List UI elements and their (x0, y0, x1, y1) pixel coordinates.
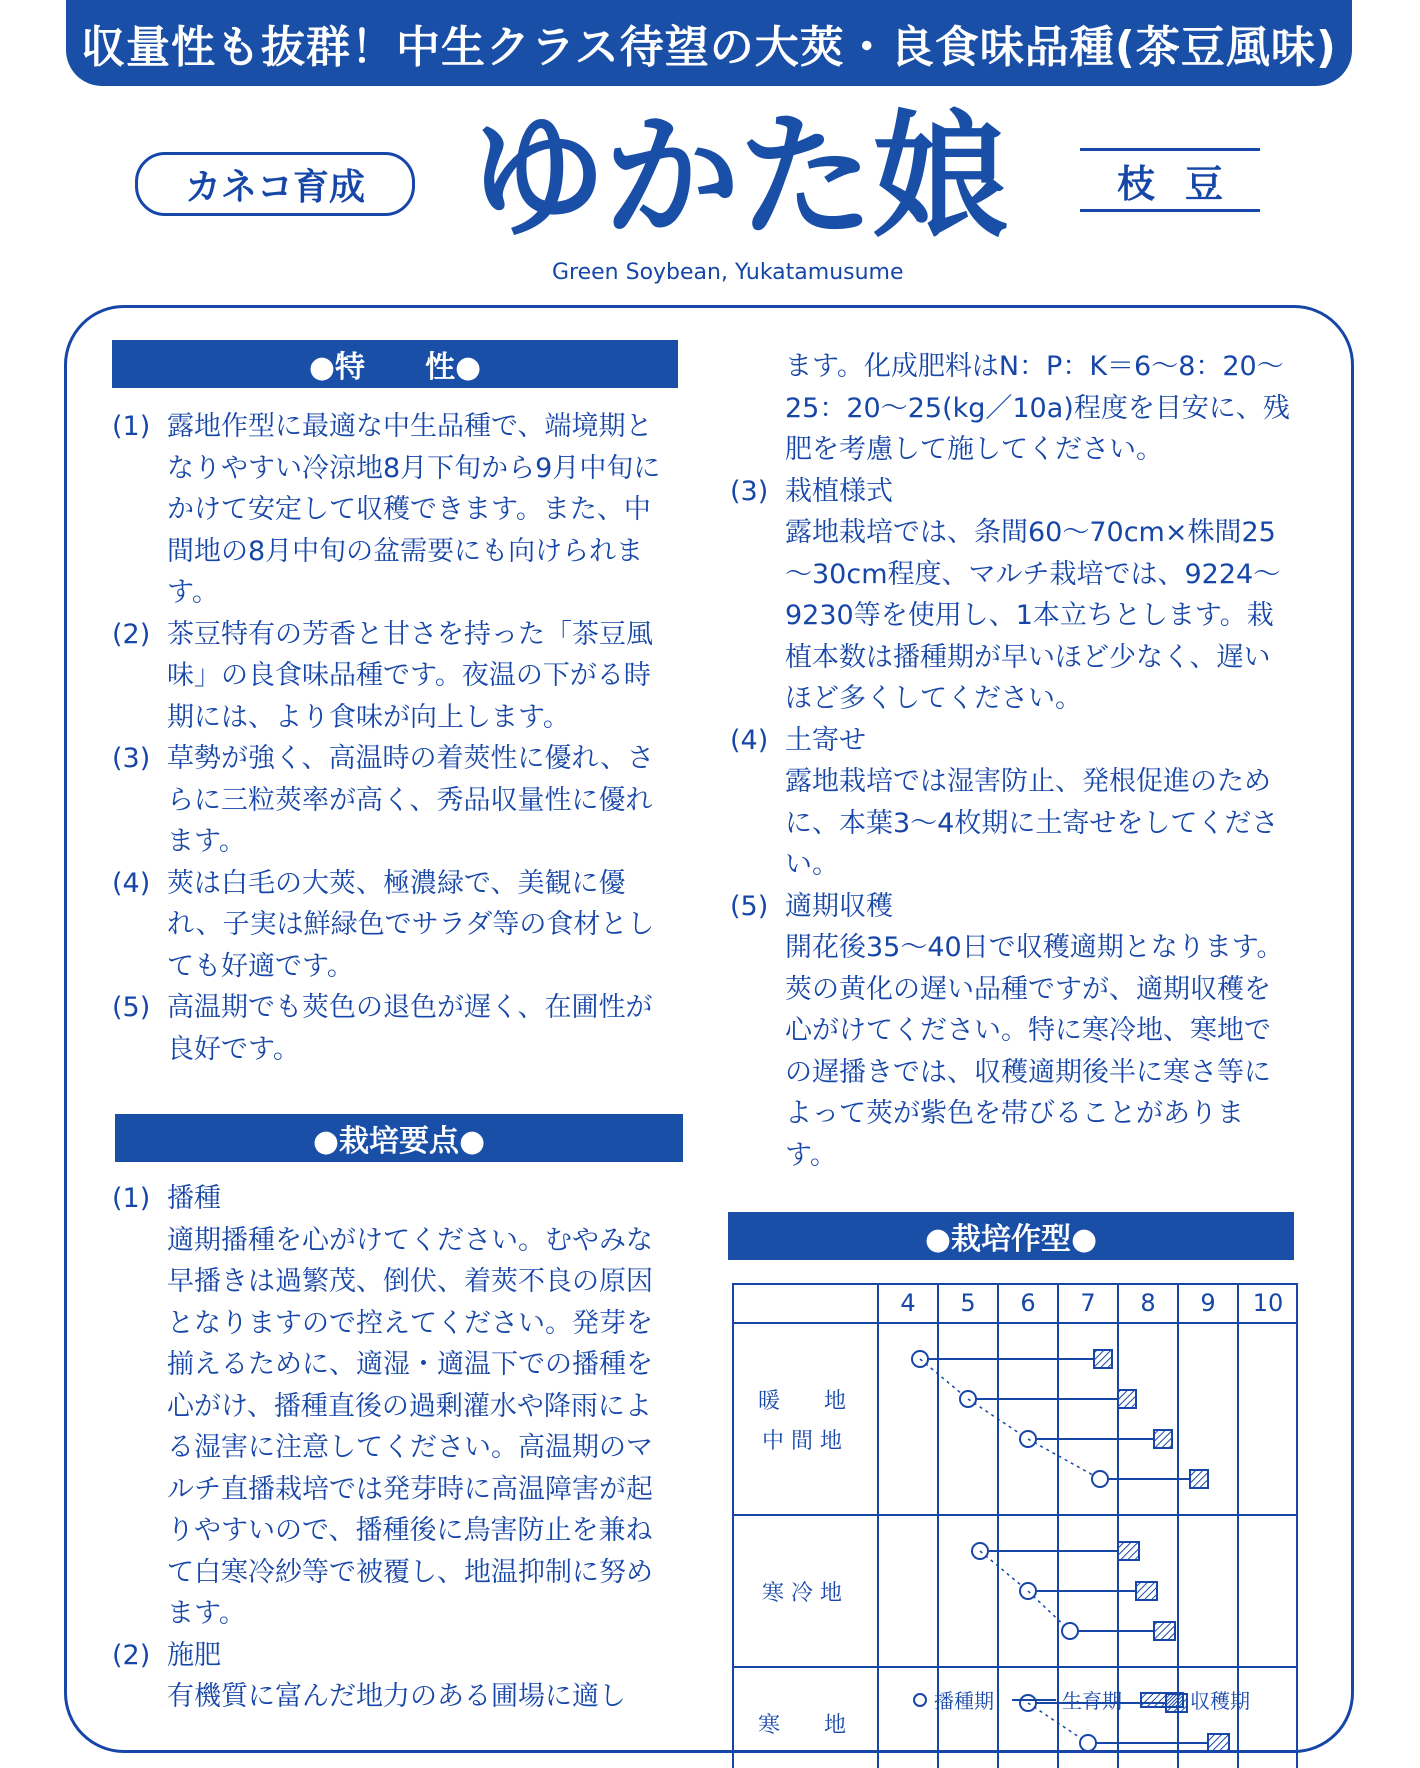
fertilizer-continued: ます。化成肥料はN：P：K＝6～8：20～25：20～25(kg／10a)程度を目安に、残肥を考慮して施してください。 (785, 351, 1290, 465)
sowing-point (1092, 1471, 1108, 1487)
sowing-point (1062, 1623, 1078, 1639)
cultivation-item-text: 適期播種を心がけてください。むやみな早播きは過繁茂、倒伏、着莢不良の原因となりますので控えてください。発芽を揃えるために、適湿・適温下での播種を心がけ、播種直後の過剰灌水や降雨による湿害に注意してください。高温期のマルチ直播栽培では発芽時に高温障害が起りやすいので、播種後に鳥害防止を兼ねて白寒冷紗等で被覆し、地温抑制に努めます。 (167, 1224, 653, 1629)
cultivation-item: (2) 施肥 (112, 1639, 221, 1671)
month-label: 9 (1200, 1289, 1216, 1317)
product-title: ゆかた娘 (470, 99, 1006, 257)
legend-harvest: 収穫期 (1140, 1685, 1250, 1714)
harvest-period (1190, 1470, 1208, 1488)
sow-connector (980, 1551, 1028, 1591)
feature-item: (2) 茶豆特有の芳香と甘さを持った「茶豆風味」の良食味品種です。夜温の下がる時期には、より食味が向上します。 (112, 618, 653, 733)
harvest-period (1118, 1390, 1136, 1408)
region-label: 暖 地 (757, 1389, 847, 1414)
cultivation-item-text: 有機質に富んだ地力のある圃場に適し (167, 1681, 626, 1712)
harvest-period (1208, 1734, 1229, 1752)
feature-item: (1) 露地作型に最適な中生品種で、端境期となりやすい冷涼地8月下旬から9月中旬にかけて安定して収穫できます。また、中間地の8月中旬の盆需要にも向けられます。 (112, 411, 661, 608)
schedule-heading: ●栽培作型● (728, 1212, 1294, 1260)
legend-grow: 生育期 (1062, 1689, 1122, 1713)
cultivation-list-left (112, 1178, 672, 1718)
sow-connector (1028, 1439, 1100, 1479)
features-heading: ●特 性● (112, 340, 678, 388)
harvest-period (1154, 1430, 1172, 1448)
cultivation-item-text: 開花後35～40日で収穫適期となります。莢の黄化の遅い品種ですが、適期収穫を心がけてください。特に寒冷地、寒地での遅播きでは、収穫適期後半に寒さ等によって莢が紫色を帯びることがあります。 (785, 932, 1284, 1171)
harvest-period (1136, 1582, 1157, 1600)
cultivation-item: (5) 適期収穫 (730, 890, 893, 922)
breeder-badge: カネコ育成 (135, 152, 415, 216)
cultivation-item-text: 露地栽培では湿害防止、発根促進のために、本葉3～4枚期に土寄せをしてください。 (785, 766, 1279, 880)
month-label: 4 (900, 1289, 916, 1317)
schedule-legend (912, 1685, 1250, 1714)
category-label: 枝豆 (1080, 148, 1260, 212)
region-label: 寒 地 (757, 1713, 847, 1738)
month-label: 6 (1020, 1289, 1036, 1317)
region-label: 中 間 地 (762, 1429, 842, 1454)
harvest-period (1118, 1542, 1139, 1560)
month-label: 5 (960, 1289, 976, 1317)
harvest-period (1154, 1622, 1175, 1640)
top-banner: 収量性も抜群！中生クラス待望の大莢・良食味品種(茶豆風味) (66, 0, 1352, 86)
month-label: 10 (1252, 1289, 1284, 1317)
features-list (112, 406, 672, 1070)
region-label: 寒 冷 地 (762, 1581, 842, 1606)
cultivation-list-right (730, 346, 1295, 1176)
cultivation-item-text: 露地栽培では、条間60～70cm×株間25～30cm程度、マルチ栽培では、9224～9230等を使用し、1本立ちとします。栽植本数は播種期が早いほど少なく、遅いほど多くしてください。 (785, 517, 1281, 714)
month-label: 8 (1140, 1289, 1156, 1317)
cultivation-item: (3) 栽植様式 (730, 475, 893, 507)
cultivation-heading: ●栽培要点● (115, 1114, 683, 1162)
legend-sow: 播種期 (912, 1685, 994, 1714)
feature-item: (5) 高温期でも莢色の退色が遅く、在圃性が良好です。 (112, 992, 653, 1065)
cultivation-item: (4) 土寄せ (730, 724, 866, 756)
english-subtitle: Green Soybean, Yukatamusume (552, 260, 904, 285)
feature-item: (4) 莢は白毛の大莢、極濃緑で、美観に優れ、子実は鮮緑色でサラダ等の食材としても好適です。 (112, 867, 655, 982)
cultivation-item: (1) 播種 (112, 1183, 221, 1214)
sowing-point (1080, 1735, 1096, 1751)
harvest-period (1094, 1350, 1112, 1368)
month-label: 7 (1080, 1289, 1096, 1317)
feature-item: (3) 草勢が強く、高温時の着莢性に優れ、さらに三粒莢率が高く、秀品収量性に優れます。 (112, 743, 655, 857)
sow-connector (920, 1359, 968, 1399)
